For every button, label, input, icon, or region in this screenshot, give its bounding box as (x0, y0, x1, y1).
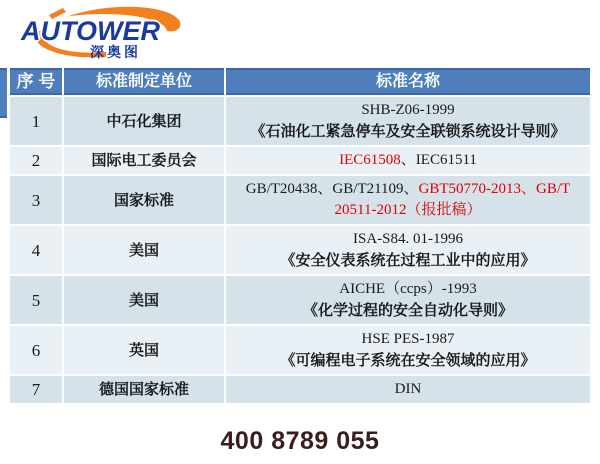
standard-name-cell (226, 147, 590, 174)
header-cell-index: 序 号 (10, 68, 62, 95)
standard-name-segment: 《化学过程的安全自动化导则》 (302, 302, 513, 319)
table-row (10, 376, 590, 403)
organization-cell: 国际电工委员会 (64, 147, 224, 174)
standard-name-segment: 《可编程电子系统在安全领域的应用》 (280, 352, 536, 369)
standard-name-segment: AICHE（ccps）-1993 (339, 281, 477, 297)
standard-name-segment: GB/T20438、GB/T21109、 (245, 181, 419, 197)
table-row (10, 226, 590, 274)
standard-name-line (231, 250, 585, 271)
row-index-cell: 5 (10, 276, 62, 324)
header-cell-organization: 标准制定单位 (64, 68, 224, 95)
table-left-edge-fragment (0, 68, 7, 118)
table-body (10, 97, 590, 403)
table-header-row (10, 68, 590, 95)
organization-cell: 德国国家标准 (64, 376, 224, 403)
standard-name-cell (226, 276, 590, 324)
organization-cell: 美国 (64, 226, 224, 274)
organization-cell: 国家标准 (64, 176, 224, 224)
header-cell-standard-name: 标准名称 (226, 68, 590, 95)
organization-cell: 美国 (64, 276, 224, 324)
standard-name-cell (226, 326, 590, 374)
table-row (10, 276, 590, 324)
standard-name-line (231, 100, 585, 121)
logo-chinese-name: 深奥图 (90, 44, 141, 60)
row-index-cell: 2 (10, 147, 62, 174)
standard-name-line (231, 229, 585, 250)
standard-name-cell (226, 376, 590, 403)
row-index-cell: 4 (10, 226, 62, 274)
table-row (10, 176, 590, 224)
organization-cell: 中石化集团 (64, 97, 224, 145)
standard-name-line (231, 300, 585, 321)
table-row (10, 97, 590, 145)
standard-name-line (231, 379, 585, 400)
standard-name-segment: SHB-Z06-1999 (361, 102, 455, 118)
row-index-cell: 3 (10, 176, 62, 224)
standard-name-segment: 、IEC61511 (400, 152, 477, 168)
standard-name-cell (226, 97, 590, 145)
organization-cell: 英国 (64, 326, 224, 374)
standard-name-cell (226, 176, 590, 224)
logo-brand-text: AUTOWER (21, 16, 160, 46)
standard-name-segment-red: GBT50770-2013、GB/T (418, 181, 571, 197)
row-index-cell: 6 (10, 326, 62, 374)
standard-name-line (231, 121, 585, 142)
row-index-cell: 7 (10, 376, 62, 403)
table-row (10, 326, 590, 374)
standard-name-cell (226, 226, 590, 274)
standard-name-segment-red: IEC61508 (339, 152, 401, 168)
standard-name-line (231, 179, 585, 200)
standard-name-segment: 《石油化工紧急停车及安全联锁系统设计导则》 (250, 123, 566, 140)
standard-name-segment: DIN (394, 381, 422, 397)
standard-name-line (231, 329, 585, 350)
standard-name-segment: ISA-S84. 01-1996 (352, 231, 463, 247)
standard-name-line (231, 279, 585, 300)
standard-name-line (231, 350, 585, 371)
standard-name-line (231, 150, 585, 171)
autower-logo (16, 4, 196, 66)
standard-name-segment-red: 20511-2012（报批稿） (334, 202, 482, 218)
standard-name-line (231, 200, 585, 221)
standard-name-segment: 《安全仪表系统在过程工业中的应用》 (280, 252, 536, 269)
standard-name-segment: HSE PES-1987 (361, 331, 455, 347)
row-index-cell: 1 (10, 97, 62, 145)
table-row (10, 147, 590, 174)
phone-number: 400 8789 055 (220, 427, 380, 455)
standards-table (8, 66, 592, 405)
